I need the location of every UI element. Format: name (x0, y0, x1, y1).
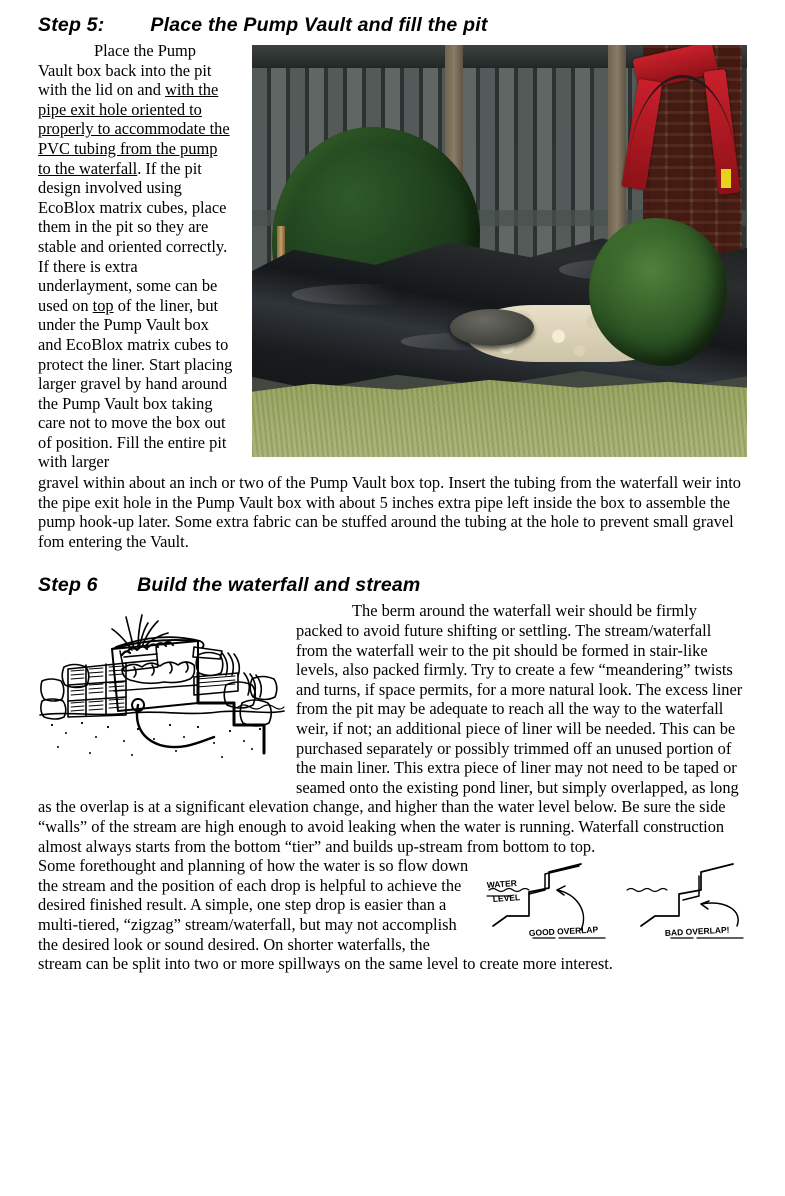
photo-canvas (252, 45, 747, 457)
step-6-paragraph-2-text: Some forethought and planning of how the water is so flow down the stream and the position of each drop is helpful to achieve the desired finished result. A simple, one step drop is easier than a multi-tiered, “zigzag” stream/waterfall, but may not accomplish the desired look or sound desired. On shorter waterfalls, the stream can be split into two or more spillways on the same level to create more interest. (38, 856, 613, 974)
step-6-title: Build the waterfall and stream (137, 574, 421, 597)
water-level-label-line-1: WATER (486, 878, 518, 891)
good-overlap-label: GOOD OVERLAP (528, 924, 599, 939)
step-6-paragraph-2-wrap (38, 856, 747, 974)
waterfall-weir-sketch (38, 607, 286, 779)
step-6-label: Step 6 (38, 574, 98, 597)
step-5-text-part-3: of the liner, but under the Pump Vault box and EcoBlox matrix cubes to protect the liner. Start placing larger gravel by hand around the Pump Vault box taking care not to move the box out of position. Fill the entire pit with larger (38, 295, 233, 472)
liner-fold-1 (292, 284, 441, 305)
bad-overlap-label: BAD OVERLAP! (664, 924, 730, 939)
step-6-heading (38, 571, 747, 597)
step-5-left-column (38, 41, 234, 472)
step-5-label: Step 5: (38, 14, 105, 36)
step-5-content (38, 41, 747, 551)
step-5-full-width-paragraph: gravel within about an inch or two of the Pump Vault box top. Insert the tubing from the waterfall weir into the pipe exit hole in the Pump Vault box with about 5 inches extra pipe left inside the box to assemble the pump hook-up later. Some extra fabric can be stuffed around the tubing at the hole to prevent small gravel fom entering the Vault. (38, 473, 741, 551)
pump-vault-lid (450, 309, 534, 346)
step-6-paragraph-1-lead (38, 597, 747, 856)
step-5-text-part-2: . If the pit design involved using EcoBlox matrix cubes, place them in the pit so they are stable and oriented correctly. If there is extra underlayment, some can be used on (38, 158, 228, 315)
step-5-text-part-1: Place the Pump Vault box back into the pit with the lid on and (38, 41, 212, 100)
step-5-heading-gap (104, 14, 150, 36)
step-5-underlined-top: top (92, 295, 114, 315)
water-level-label-line-2: LEVEL (492, 892, 521, 905)
step-6-paragraph-1-text: The berm around the waterfall weir should be firmly packed to avoid future shifting or settling. The stream/waterfall from the waterfall weir to the pit should be formed in stair-like levels, also packed firmly. Try to create a few “meandering” twists and turns, if space permits, for a more natural look. The excess liner from the pit may be adequate to reach all the way to the waterfall weir, if not; an additional piece of liner will be needed. This can be purchased separately or possibly trimmed off an unused portion of the main liner. This extra piece of liner may not need to be taped or seamed onto the existing pond liner, but simply overlapped, as long as the overlap is at a significant elevation change, and higher than the water level below. Be sure the side “walls” of the stream are high enough to avoid leaking when the water is running. Waterfall construction almost always starts from the bottom “tier” and builds up-stream from bottom to top. (38, 601, 743, 856)
step-5-underlined-text: with the pipe exit hole oriented to properly to accommodate the PVC tubing from the pump to the waterfall (38, 80, 230, 178)
pond-liner-photo (252, 45, 747, 457)
step-5-heading (38, 0, 747, 37)
liner-overlap-sketch (485, 860, 747, 946)
step-5-title: Place the Pump Vault and fill the pit (150, 14, 488, 36)
step-6-content (38, 551, 747, 973)
step-6-heading-gap (98, 574, 137, 596)
